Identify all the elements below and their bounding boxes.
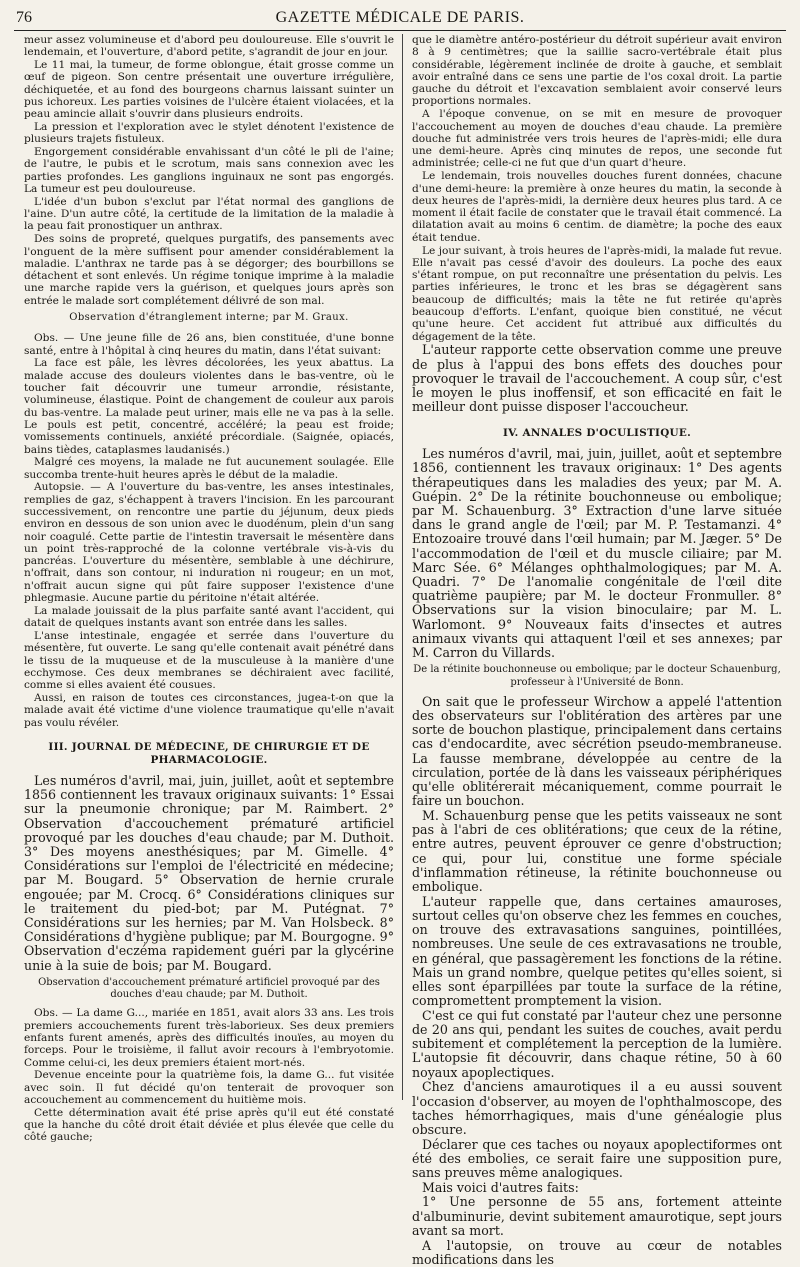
section-heading: III. JOURNAL DE MÉDECINE, DE CHIRURGIE ET DE PHARMACOLOGIE. [48, 741, 370, 766]
paragraph: 1° Une personne de 55 ans, fortement atteinte d'albuminurie, devint subitement amaurotique, sept jours avant sa mort. [412, 1194, 782, 1238]
paragraph: Obs. — Une jeune fille de 26 ans, bien constituée, d'une bonne santé, entre à l'hôpital à cinq heures du matin, dans l'état suivant: [24, 332, 394, 357]
paragraph: Mais voici d'autres faits: [422, 1179, 579, 1195]
paragraph: On sait que le professeur Wirchow a appelé l'attention des observateurs sur l'oblitération des artères par une sorte de bouchon plastique, principalement dans certains cas d'endocardite, avec sécrétion pseudo-membraneuse. La fausse membrane, développée au centre de la circulation, portée de là dans les vaisseaux périphériques qu'elle oblitérerait mécaniquement, comme pourrait le faire un bouchon. [412, 693, 782, 809]
paragraph: Engorgement considérable envahissant d'un côté le pli de l'aine; de l'autre, le pubis et le scrotum, mais sans connexion avec les parties profondes. Les ganglions inguinaux ne sont pas engorgés. La tumeur est peu douloureuse. [24, 146, 394, 196]
observation-heading: Observation d'accouchement prématuré artificiel provoqué par des douches d'eau chaude; par M. Duthoit. [38, 976, 380, 1001]
paragraph: C'est ce qui fut constaté par l'auteur chez une personne de 20 ans qui, pendant les suites de couches, avait perdu subitement et complétement la perception de la lumière. L'autopsie fit découvrir, dans chaque rétine, 50 à 60 noyaux apoplectiques. [412, 1007, 782, 1080]
paragraph: La pression et l'exploration avec le stylet dénotent l'existence de plusieurs trajets fistuleux. [24, 121, 394, 146]
observation-heading: De la rétinite bouchonneuse ou embolique; par le docteur Schauenburg, professeur à l'Université de Bonn. [413, 664, 781, 688]
paragraph: Autopsie. — A l'ouverture du bas-ventre, les anses intestinales, remplies de gaz, s'échappent à travers l'incision. En les parcourant successivement, on rencontre une partie du jéjunum, deux pieds environ en dessous de son union avec le duodénum, plein d'un sang noir coagulé. Cette partie de l'intestin traversait le mésentère dans un point très-rapproché de la colonne vertébrale vis-à-vis du pancréas. L'ouverture du mésentère, semblable à une déchirure, n'offrait, dans son contour, ni induration ni rougeur; en un mot, n'offrait aucun signe qui pût faire supposer l'existence d'une phlegmasie. Aucune partie du péritoine n'était altérée. [24, 481, 394, 605]
paragraph: Malgré ces moyens, la malade ne fut aucunement soulagée. Elle succomba trente-huit heures après le début de la maladie. [24, 456, 394, 481]
paragraph: L'idée d'un bubon s'exclut par l'état normal des ganglions de l'aine. D'un autre côté, la certitude de la limitation de la maladie à la peau fait pronostiquer un anthrax. [24, 195, 394, 233]
paragraph: L'auteur rappelle que, dans certaines amauroses, surtout celles qu'on observe chez les femmes en couches, on trouve des extravasations sanguines, pointillées, nombreuses. Une seule de ces extravasations ne trouble, en général, que passagèrement les fonctions de la rétine. Mais un grand nombre, quelque petites qu'elles soient, si elles sont éparpillées par toute la surface de la rétine, compromettent promptement la vision. [412, 893, 782, 1009]
paragraph: que le diamètre antéro-postérieur du détroit supérieur avait environ 8 à 9 centimètres; que la saillie sacro-vertébrale était plus considérable, légèrement inclinée de droite à gauche, et semblait avoir entraîné dans ce sens une partie de l'os coxal droit. La partie gauche du détroit et l'excavation semblaient avoir conservé leurs proportions normales. [412, 34, 782, 108]
paragraph: Aussi, en raison de toutes ces circonstances, jugea-t-on que la malade avait été victime d'une violence traumatique qu'elle n'avait pas voulu révéler. [24, 691, 394, 729]
paragraph: La malade jouissait de la plus parfaite santé avant l'accident, qui datait de quelques instants avant son entrée dans les salles. [24, 604, 394, 630]
paragraph: Le lendemain, trois nouvelles douches furent données, chacune d'une demi-heure: la première à onze heures du matin, la seconde à deux heures de l'après-midi, la dernière deux heures plus tard. A ce moment il était facile de constater que le travail était commencé. La dilatation avait au moins 6 centim. de diamètre; la poche des eaux était tendue. [412, 170, 782, 244]
paragraph: Des soins de propreté, quelques purgatifs, des pansements avec l'onguent de la mère suffisent pour amender considérablement la maladie. L'anthrax ne tarde pas à se dégorger; des bourbillons se détachent et sont enlevés. Un régime tonique imprime à la maladie une marche rapide vers la guérison, et quelques jours après son entrée le malade sort complétement délivré de son mal. [24, 233, 394, 307]
paragraph: Déclarer que ces taches ou noyaux apoplectiformes ont été des embolies, ce serait faire une supposition pure, sans preuves même analogiques. [412, 1136, 782, 1181]
page-number: 76 [16, 9, 32, 26]
left-column [24, 34, 394, 1144]
journal-title: GAZETTE MÉDICALE DE PARIS. [275, 9, 525, 26]
column-rule [402, 34, 403, 1100]
paragraph: A l'époque convenue, on se mit en mesure de provoquer l'accouchement au moyen de douches d'eau chaude. La première douche fut administrée vers trois heures de l'après-midi; elle dura une demi-heure. Après cinq minutes de repos, une seconde fut administrée; celle-ci ne fut que d'un quart d'heure. [412, 108, 782, 170]
right-column [412, 34, 782, 1267]
paragraph: Les numéros d'avril, mai, juin, juillet, août et septembre 1856 contiennent les travaux originaux suivants: 1° Essai sur la pneumonie chronique; par M. Raimbert. 2° Observation d'accouchement prématuré artificiel provoqué par les douches d'eau chaude; par M. Duthoit. 3° Des moyens anesthésiques; par M. Gimelle. 4° Considérations sur l'emploi de l'électricité en médecine; par M. Bougard. 5° Observation de hernie crurale engouée; par M. Crocq. 6° Considérations cliniques sur le traitement du pied-bot; par M. Putégnat. 7° Considérations sur les hernies; par M. Van Holsbeck. 8° Considérations d'hygiène publique; par M. Bourgogne. 9° Observation d'eczéma rapidement guéri par la glycérine unie à la suie de bois; par M. Bougard. [24, 772, 394, 973]
paragraph: Les numéros d'avril, mai, juin, juillet, août et septembre 1856, contiennent les travaux originaux: 1° Des agents thérapeutiques dans les maladies des yeux; par M. A. Guépin. 2° De la rétinite bouchonneuse ou embolique; par M. Schauenburg. 3° Extraction d'une larve située dans le grand angle de l'œil; par M. P. Testamanzi. 4° Entozoaire trouvé dans l'œil humain; par M. Jæger. 5° De l'accommodation de l'œil et du muscle ciliaire; par M. Marc Sée. 6° Mélanges ophthalmologiques; par M. A. Quadri. 7° De l'anomalie congénitale de l'œil dite quatrième paupière; par M. le docteur Fronmuller. 8° Observations sur la vision binoculaire; par M. L. Warlomont. 9° Nouveaux faits d'insectes et autres animaux vivants qui attaquent l'œil et ses annexes; par M. Carron du Villards. [412, 446, 782, 661]
paragraph: La face est pâle, les lèvres décolorées, les yeux abattus. La malade accuse des douleurs violentes dans le bas-ventre, où le toucher fait découvrir une tumeur arrondie, résistante, volumineuse, élastique. Point de changement de couleur aux parois du bas-ventre. La malade peut uriner, mais elle ne va pas à la selle. Le pouls est petit, concentré, accéléré; la peau est froide; vomissements continuels, anxiété précordiale. (Saignée, opiacés, bains tièdes, cataplasmes laudanisés.) [24, 357, 394, 456]
paragraph: Cette détermination avait été prise après qu'il eut été constaté que la hanche du côté droit était déviée et plus élevée que celle du côté gauche; [24, 1106, 394, 1144]
paragraph: Obs. — La dame G..., mariée en 1851, avait alors 33 ans. Les trois premiers accouchements furent très-laborieux. Ses deux premiers enfants furent amenés, après des difficultés inouïes, au moyen du forceps. Pour le troisième, il fallut avoir recours à l'embryotomie. Comme celui-ci, les deux premiers étaient mort-nés. [24, 1007, 394, 1069]
section-heading: IV. ANNALES D'OCULISTIQUE. [502, 426, 692, 439]
paragraph: L'anse intestinale, engagée et serrée dans l'ouverture du mésentère, fut ouverte. Le sang qu'elle contenait avait pénétré dans le tissu de la muqueuse et de la musculeuse à la manière d'une ecchymose. Ces deux membranes se déchiraient avec facilité, comme si elles avaient été cousues. [24, 629, 394, 692]
page-header [14, 4, 786, 31]
observation-heading: Observation d'étranglement interne; par M. Graux. [69, 312, 349, 324]
paragraph: Devenue enceinte pour la quatrième fois, la dame G... fut visitée avec soin. Il fut décidé qu'on tenterait de provoquer son accouchement au commencement du huitième mois. [24, 1069, 394, 1106]
paragraph: Le jour suivant, à trois heures de l'après-midi, la malade fut revue. Elle n'avait pas cessé d'avoir des douleurs. La poche des eaux s'étant rompue, on put reconnaître une présentation du pelvis. Les parties inférieures, le tronc et les bras se dégagèrent sans beaucoup de difficultés; mais la tête ne fut retirée qu'après beaucoup d'efforts. L'enfant, quoique bien constitué, ne vécut qu'une heure. Cet accident fut attribué aux difficultés du dégagement de la tête. [412, 244, 782, 343]
paragraph: meur assez volumineuse et d'abord peu douloureuse. Elle s'ouvrit le lendemain, et l'ouverture, d'abord petite, s'agrandit de jour en jour. [24, 34, 394, 59]
paragraph: M. Schauenburg pense que les petits vaisseaux ne sont pas à l'abri de ces oblitérations; que ceux de la rétine, entre autres, peuvent éprouver ce genre d'obstruction; ce qui, pour lui, constitue une forme spéciale d'inflammation rétineuse, la rétinite bouchonneuse ou embolique. [412, 808, 782, 895]
paragraph: L'auteur rapporte cette observation comme une preuve de plus à l'appui des bons effets des douches pour provoquer le travail de l'accouchement. A coup sûr, c'est le moyen le plus inoffensif, et son efficacité en fait le meilleur dont puisse disposer l'accoucheur. [412, 342, 782, 415]
paragraph: A l'autopsie, on trouve au cœur de notables modifications dans les [412, 1237, 782, 1267]
paragraph: Le 11 mai, la tumeur, de forme oblongue, était grosse comme un œuf de pigeon. Son centre présentait une ouverture irrégulière, déchiquetée, et au fond des bourgeons charnus laissant suinter un pus ichoreux. Les parties voisines de l'ulcère étaient violacées, et la peau amincie allait s'ouvrir dans plusieurs endroits. [24, 59, 394, 121]
paragraph: Chez d'anciens amaurotiques il a eu aussi souvent l'occasion d'observer, au moyen de l'ophthalmoscope, des taches hémorrhagiques, mais d'une généalogie plus obscure. [412, 1079, 782, 1137]
